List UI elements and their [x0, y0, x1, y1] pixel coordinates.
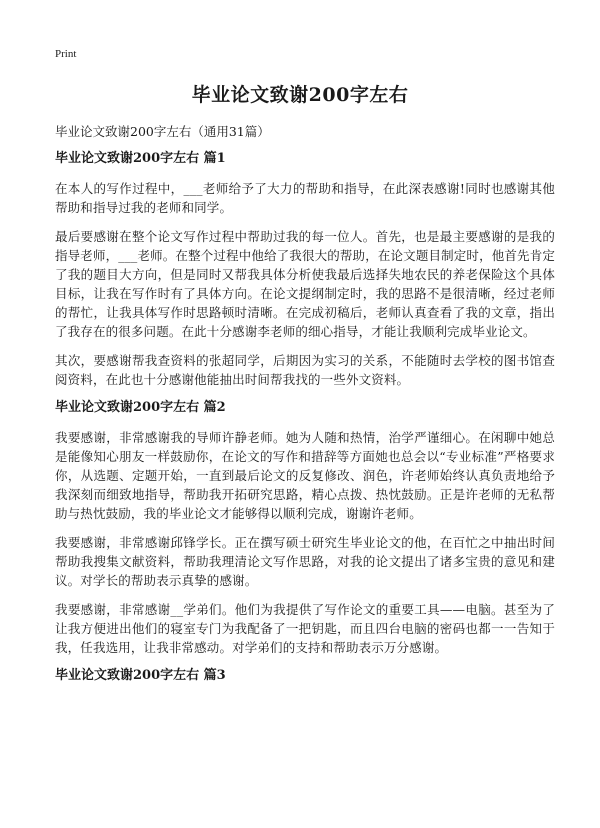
print-label: Print [55, 48, 77, 60]
document-subtitle: 毕业论文致谢200字左右（通用31篇） [55, 124, 270, 139]
section-heading: 毕业论文致谢200字左右 篇3 [55, 668, 226, 683]
section-heading: 毕业论文致谢200字左右 篇2 [55, 400, 226, 415]
page-title: 毕业论文致谢200字左右 [191, 84, 409, 106]
paragraph: 我要感谢，非常感谢我的导师许静老师。她为人随和热情，治学严谨细心。在闲聊中她总是能像知心朋友一样鼓励你，在论文的写作和措辞等方面她也总会以“专业标准”严格要求你，从选题、定题开始，一直到最后论文的反复修改、润色，许老师始终认真负责地给予我深刻而细致地指导，帮助我开拓研究思路，精心点拨、热忱鼓励。正是许老师的无私帮助与热忱鼓励，我的毕业论文才能够得以顺利完成，谢谢许老师。 [55, 430, 555, 521]
paragraph: 我要感谢，非常感谢__学弟们。他们为我提供了写作论文的重要工具——电脑。甚至为了让我方便进出他们的寝室专门为我配备了一把钥匙，而且四台电脑的密码也都一一告知于我，任我选用，让我非常感动。对学弟们的支持和帮助表示万分感谢。 [55, 602, 555, 655]
document-body [55, 150, 555, 696]
paragraph: 在本人的写作过程中，___老师给予了大力的帮助和指导，在此深表感谢!同时也感谢其他帮助和指导过我的老师和同学。 [55, 181, 555, 215]
paragraph: 其次，要感谢帮我查资料的张超同学，后期因为实习的关系，不能随时去学校的图书馆查阅资料，在此也十分感谢他能抽出时间帮我找的一些外文资料。 [55, 353, 555, 387]
paragraph: 最后要感谢在整个论文写作过程中帮助过我的每一位人。首先，也是最主要感谢的是我的指导老师，___老师。在整个过程中他给了我很大的帮助，在论文题目制定时，他首先肯定了我的题目大方向，但是同时又帮我具体分析使我最后选择失地农民的养老保险这个具体目标，让我在写作时有了具体方向。在论文提纲制定时，我的思路不是很清晰，经过老师的帮忙，让我具体写作时思路顿时清晰。在完成初稿后，老师认真查看了我的文章，指出了我存在的很多问题。在此十分感谢李老师的细心指导，才能让我顺利完成毕业论文。 [55, 229, 555, 339]
paragraph: 我要感谢，非常感谢邱锋学长。正在撰写硕士研究生毕业论文的他，在百忙之中抽出时间帮助我搜集文献资料，帮助我理清论文写作思路，对我的论文提出了诸多宝贵的意见和建议。对学长的帮助表示真挚的感谢。 [55, 535, 555, 588]
section-heading: 毕业论文致谢200字左右 篇1 [55, 151, 226, 166]
